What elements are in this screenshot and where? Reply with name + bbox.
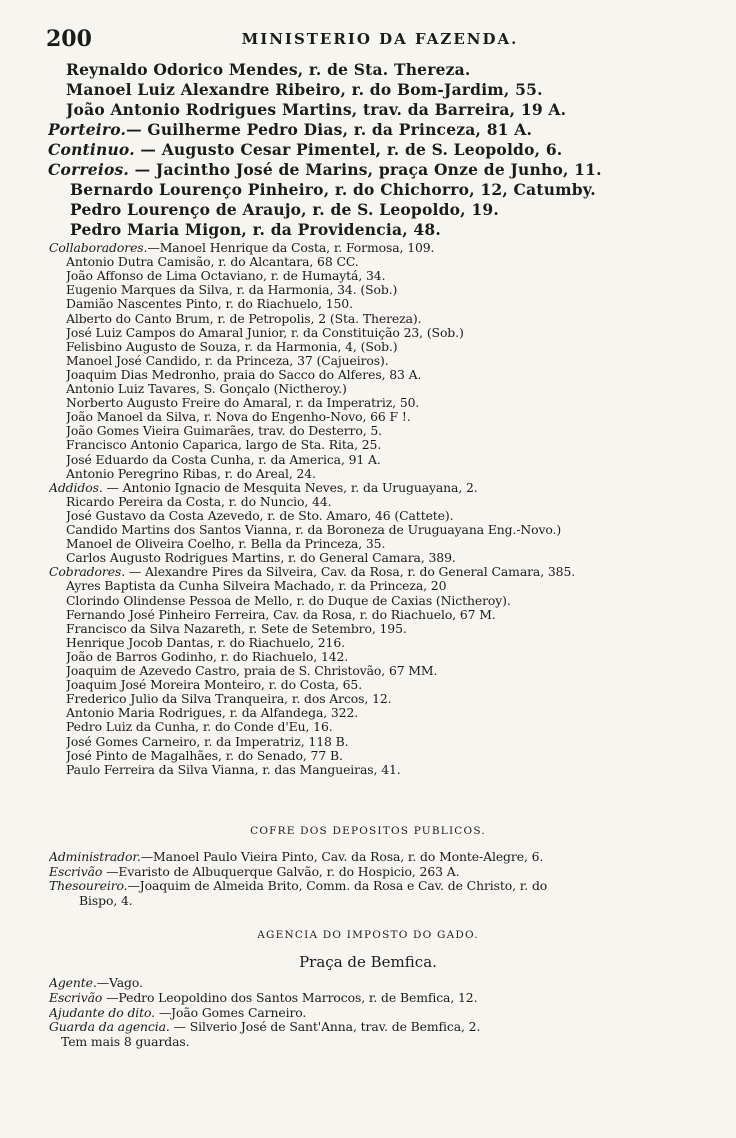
entry-line [66, 663, 437, 678]
role-label: Porteiro. [48, 120, 127, 139]
entry-line [66, 423, 382, 438]
entry-line [66, 762, 401, 777]
entry-text: —João Gomes Carneiro. [155, 1004, 307, 1020]
entry-line [66, 437, 381, 452]
entry-line [66, 381, 347, 396]
entry-text: João Affonso de Lima Octaviano, r. de Humaytá, 34. [66, 268, 386, 284]
entry-line [66, 578, 446, 593]
entry-line [49, 564, 575, 579]
entry-text: Pedro Maria Migon, r. da Providencia, 48. [70, 220, 441, 239]
role-label: Addidos. [49, 479, 103, 495]
entry-text: Ayres Baptista da Cunha Silveira Machado, r. da Princeza, 20 [66, 578, 447, 594]
running-title: MINISTERIO DA FAZENDA. [241, 30, 519, 48]
entry-text: João de Barros Godinho, r. do Riachuelo, 142. [66, 648, 349, 664]
entry-line [66, 367, 421, 382]
entry-text: Clorindo Olindense Pessoa de Mello, r. do Duque de Caxias (Nictheroy). [66, 592, 511, 608]
entry-line [66, 296, 353, 311]
role-label: Continuo. [48, 140, 135, 159]
entry-line [66, 452, 381, 467]
entry-line [66, 536, 385, 551]
entry-text: Antonio Maria Rodrigues, r. da Alfandega, 322. [66, 705, 359, 721]
entry-text: —Manoel Paulo Vieira Pinto, Cav. da Rosa, r. do Monte-Alegre, 6. [140, 849, 544, 864]
entry-text: João Manoel da Silva, r. Nova do Engenho-Novo, 66 F !. [66, 409, 411, 425]
entry-line [49, 1005, 306, 1020]
entry-text: Henrique Jocob Dantas, r. do Riachuelo, 216. [66, 634, 345, 650]
entry-text: Eugenio Marques da Silva, r. da Harmonia, 34. (Sob.) [66, 282, 398, 298]
role-label: Escrivão [49, 989, 103, 1005]
page-number: 200 [46, 26, 92, 52]
entry-line [48, 120, 532, 139]
entry-line [66, 311, 421, 326]
role-label: Guarda da agencia. [49, 1019, 170, 1035]
entry-text: Carlos Augusto Rodrigues Martins, r. do General Camara, 389. [66, 550, 456, 566]
entry-line [66, 339, 398, 354]
entry-text: José Gomes Carneiro, r. da Imperatriz, 118 B. [66, 733, 349, 749]
entry-line [49, 975, 143, 990]
entry-line [66, 466, 316, 481]
entry-text: Joaquim Dias Medronho, praia do Sacco do Alferes, 83 A. [66, 366, 422, 382]
entry-text: Bispo, 4. [79, 892, 133, 908]
entry-line [48, 140, 562, 159]
entry-text: Ricardo Pereira da Costa, r. do Nuncio, 44. [66, 493, 332, 509]
entry-text: Tem mais 8 guardas. [61, 1034, 190, 1050]
entry-line [66, 635, 345, 650]
entry-text: Frederico Julio da Silva Tranqueira, r. dos Arcos, 12. [66, 691, 392, 707]
entry-text: — Augusto Cesar Pimentel, r. de S. Leopoldo, 6. [134, 140, 563, 159]
entry-text: José Pinto de Magalhães, r. do Senado, 77 B. [66, 747, 343, 763]
entry-line [70, 220, 441, 239]
entry-text: José Luiz Campos do Amaral Junior, r. da Constituição 23, (Sob.) [66, 324, 464, 340]
entry-text: Joaquim José Moreira Monteiro, r. do Costa, 65. [66, 677, 363, 693]
entry-line [66, 282, 397, 297]
entry-text: Pedro Luiz da Cunha, r. do Conde d'Eu, 16. [66, 719, 333, 735]
role-label: Collaboradores. [49, 240, 148, 255]
role-label: Thesoureiro. [49, 878, 128, 893]
role-label: Escrivão [49, 863, 103, 879]
entry-line [66, 494, 331, 509]
entry-line [79, 893, 133, 908]
entry-text: — Guilherme Pedro Dias, r. da Princeza, 81 A. [126, 120, 533, 139]
entry-line [66, 80, 543, 99]
entry-text: Antonio Luiz Tavares, S. Gonçalo (Nictheroy.) [66, 381, 347, 396]
entry-text: Manoel de Oliveira Coelho, r. Bella da Princeza, 35. [66, 536, 386, 552]
entry-text: Antonio Dutra Camisão, r. do Alcantara, 68 CC. [66, 254, 359, 270]
entry-line [66, 268, 385, 283]
entry-text: —Manoel Henrique da Costa, r. Formosa, 109. [147, 240, 435, 255]
entry-text: Reynaldo Odorico Mendes, r. de Sta. Thereza. [66, 60, 471, 79]
entry-line [49, 864, 459, 879]
entry-line [66, 607, 496, 622]
entry-text: José Gustavo da Costa Azevedo, r. de Sto. Amaro, 46 (Cattete). [66, 507, 454, 523]
entry-line [66, 593, 511, 608]
entry-text: Manoel José Candido, r. da Princeza, 37 (Cajueiros). [66, 352, 389, 368]
entry-line [70, 200, 499, 219]
section-heading-cofre: COFRE DOS DEPOSITOS PUBLICOS. [250, 825, 486, 837]
entry-text: Alberto do Canto Brum, r. de Petropolis, 2 (Sta. Thereza). [66, 310, 422, 326]
entry-text: — Silverio José de Sant'Anna, trav. de Bemfica, 2. [169, 1019, 481, 1035]
entry-line [66, 522, 561, 537]
entry-text: Fernando José Pinheiro Ferreira, Cav. da Rosa, r. do Riachuelo, 67 M. [66, 606, 496, 622]
entry-line [66, 691, 392, 706]
entry-line [66, 719, 333, 734]
section-heading-agencia: AGENCIA DO IMPOSTO DO GADO. [257, 929, 479, 941]
entry-text: —Evaristo de Albuquerque Galvão, r. do Hospicio, 263 A. [102, 863, 460, 879]
entry-text: Pedro Lourenço de Araujo, r. de S. Leopoldo, 19. [70, 200, 499, 219]
entry-text: Norberto Augusto Freire do Amaral, r. da Imperatriz, 50. [66, 395, 420, 411]
entry-text: —Joaquim de Almeida Brito, Comm. da Rosa e Cav. de Christo, r. do [127, 878, 548, 893]
entry-line [66, 621, 407, 636]
entry-text: João Antonio Rodrigues Martins, trav. da Barreira, 19 A. [66, 100, 567, 119]
entry-line [48, 160, 602, 179]
entry-line [66, 705, 358, 720]
entry-line [49, 240, 434, 255]
entry-text: Francisco Antonio Caparica, largo de Sta. Rita, 25. [66, 437, 382, 453]
entry-text: Manoel Luiz Alexandre Ribeiro, r. do Bom-Jardim, 55. [66, 80, 543, 99]
entry-line [66, 409, 411, 424]
entry-text: Damião Nascentes Pinto, r. do Riachuelo, 150. [66, 296, 353, 312]
entry-text: Bernardo Lourenço Pinheiro, r. do Chichorro, 12, Catumby. [70, 180, 596, 199]
role-label: Cobradores. [49, 564, 126, 580]
entry-line [66, 734, 348, 749]
entry-line [49, 878, 547, 893]
entry-line [66, 325, 464, 340]
entry-line [49, 1019, 480, 1034]
entry-text: — Alexandre Pires da Silveira, Cav. da Rosa, r. do General Camara, 385. [125, 564, 576, 580]
page-header [40, 26, 720, 56]
entry-line [70, 180, 596, 199]
entry-text: —Vago. [96, 975, 143, 990]
entry-text: Antonio Peregrino Ribas, r. do Areal, 24. [66, 465, 316, 481]
entry-text: João Gomes Vieira Guimarães, trav. do Desterro, 5. [66, 423, 383, 439]
entry-text: Candido Martins dos Santos Vianna, r. da Boroneza de Uruguayana Eng.-Novo.) [66, 522, 562, 537]
entry-line [66, 508, 454, 523]
entry-line [66, 677, 362, 692]
entry-text: Joaquim de Azevedo Castro, praia de S. Christovão, 67 MM. [66, 663, 438, 678]
entry-text: —Pedro Leopoldino dos Santos Marrocos, r. de Bemfica, 12. [102, 989, 478, 1005]
role-label: Ajudante do dito. [49, 1004, 156, 1020]
entry-text: — Jacintho José de Marins, praça Onze de Junho, 11. [129, 160, 602, 179]
entry-line [66, 353, 389, 368]
entry-line [49, 990, 477, 1005]
entry-text: Francisco da Silva Nazareth, r. Sete de Setembro, 195. [66, 620, 407, 636]
entry-line [66, 100, 566, 119]
entry-text: José Eduardo da Costa Cunha, r. da America, 91 A. [66, 451, 381, 467]
entry-text: Felisbino Augusto de Souza, r. da Harmonia, 4, (Sob.) [66, 338, 398, 354]
entry-line [66, 550, 456, 565]
role-label: Agente. [49, 975, 97, 990]
entry-line [66, 60, 471, 79]
entry-line [66, 649, 348, 664]
entry-text: Paulo Ferreira da Silva Vianna, r. das Mangueiras, 41. [66, 761, 401, 777]
entry-line [49, 480, 478, 495]
section-subheading-place: Praça de Bemfica. [299, 953, 437, 971]
role-label: Administrador. [49, 849, 141, 864]
entry-line [66, 748, 343, 763]
entry-line [49, 849, 543, 864]
entry-line [66, 395, 419, 410]
role-label: Correios. [48, 160, 130, 179]
entry-line [61, 1034, 189, 1049]
entry-text: — Antonio Ignacio de Mesquita Neves, r. da Uruguayana, 2. [102, 479, 478, 495]
entry-line [66, 254, 359, 269]
